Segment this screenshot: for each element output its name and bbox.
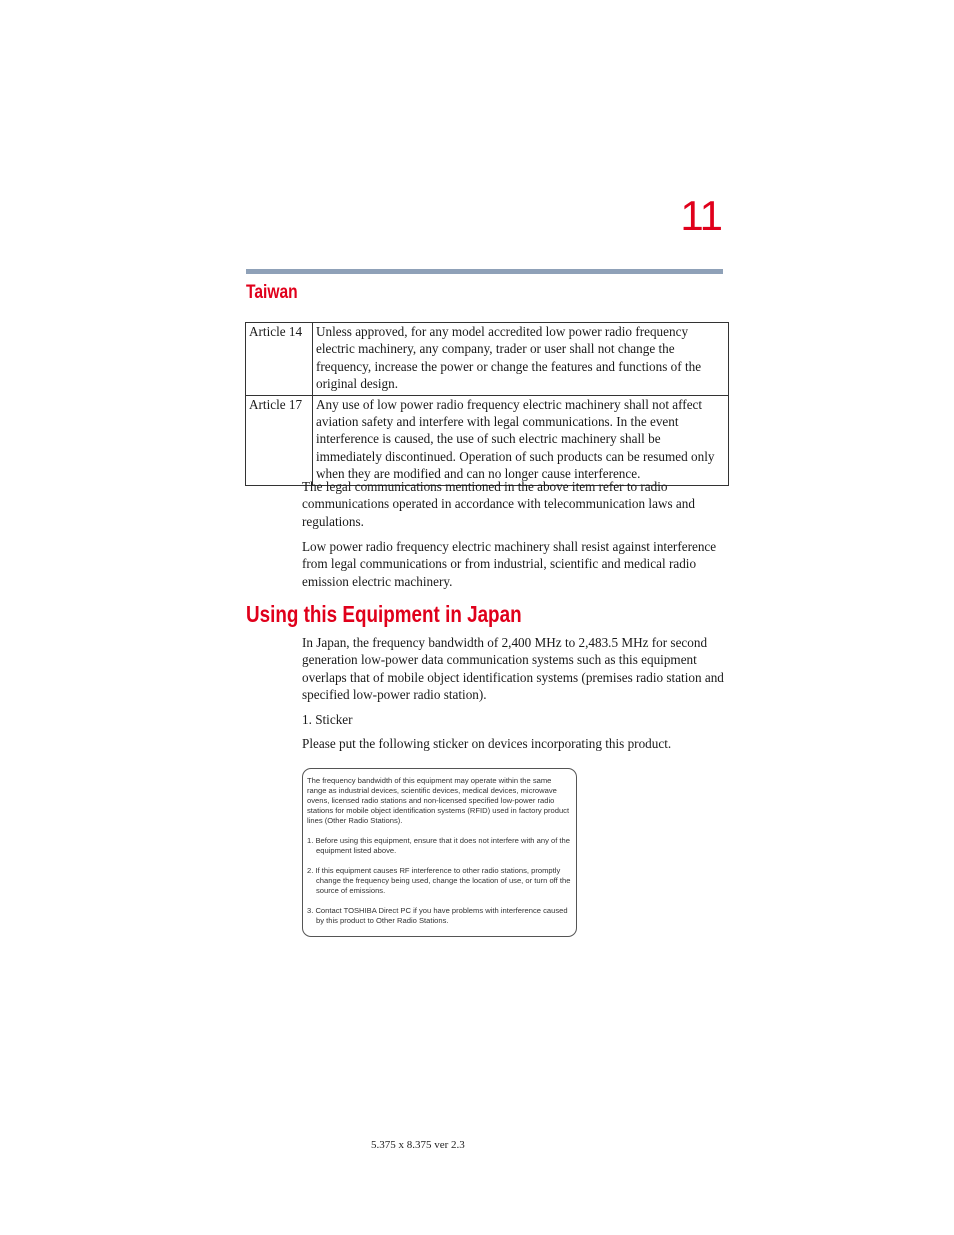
header-rule: [246, 269, 723, 274]
taiwan-articles-table: [245, 322, 729, 486]
sticker-notice: [302, 768, 577, 937]
page-footer: 5.375 x 8.375 ver 2.3: [371, 1139, 465, 1151]
article-text: Unless approved, for any model accredited low power radio frequency electric machinery, any company, trader or user shall not change the frequency, increase the power or change the features and functions of the original design.: [313, 323, 729, 396]
japan-intro-paragraph: In Japan, the frequency bandwidth of 2,400 MHz to 2,483.5 MHz for second generation low-power data communication systems such as this equipment overlaps that of mobile object identification systems (premises radio station and specified low-power radio station).: [302, 635, 724, 703]
sticker-item: 1. Before using this equipment, ensure that it does not interfere with any of the equipment listed above.: [307, 836, 570, 855]
taiwan-paragraph-interference: Low power radio frequency electric machinery shall resist against interference from legal communications or from industrial, scientific and medical radio emission electric machinery.: [302, 539, 717, 589]
table-row: [246, 323, 729, 396]
table-row: [246, 395, 729, 485]
japan-heading: Using this Equipment in Japan: [246, 601, 522, 627]
taiwan-heading: Taiwan: [246, 282, 298, 303]
article-text: Any use of low power radio frequency electric machinery shall not affect aviation safety and interfere with legal communications. In the event interference is caused, the use of such electric machinery shall be immediately discontinued. Operation of such products can be resumed only when they are modified and can no longer cause interference.: [313, 395, 729, 485]
sticker-item: 3. Contact TOSHIBA Direct PC if you have problems with interference caused by this product to Other Radio Stations.: [307, 906, 568, 925]
sticker-intro: The frequency bandwidth of this equipment may operate within the same range as industrial devices, scientific devices, medical devices, microwave ovens, licensed radio stations and non-licensed specified low-power radio stations for mobile object identification systems (RFID) used in factory product lines (Other Radio Stations).: [307, 776, 570, 825]
taiwan-paragraph-legal: The legal communications mentioned in the above item refer to radio communications operated in accordance with telecommunication laws and regulations.: [302, 479, 695, 529]
sticker-label: 1. Sticker: [302, 712, 353, 727]
page-number: 11: [680, 192, 722, 239]
sticker-item: 2. If this equipment causes RF interference to other radio stations, promptly change the frequency being used, change the location of use, or turn off the source of emissions.: [307, 866, 571, 895]
article-label: Article 14: [246, 323, 313, 396]
sticker-instruction: Please put the following sticker on devices incorporating this product.: [302, 736, 672, 751]
article-label: Article 17: [246, 395, 313, 485]
